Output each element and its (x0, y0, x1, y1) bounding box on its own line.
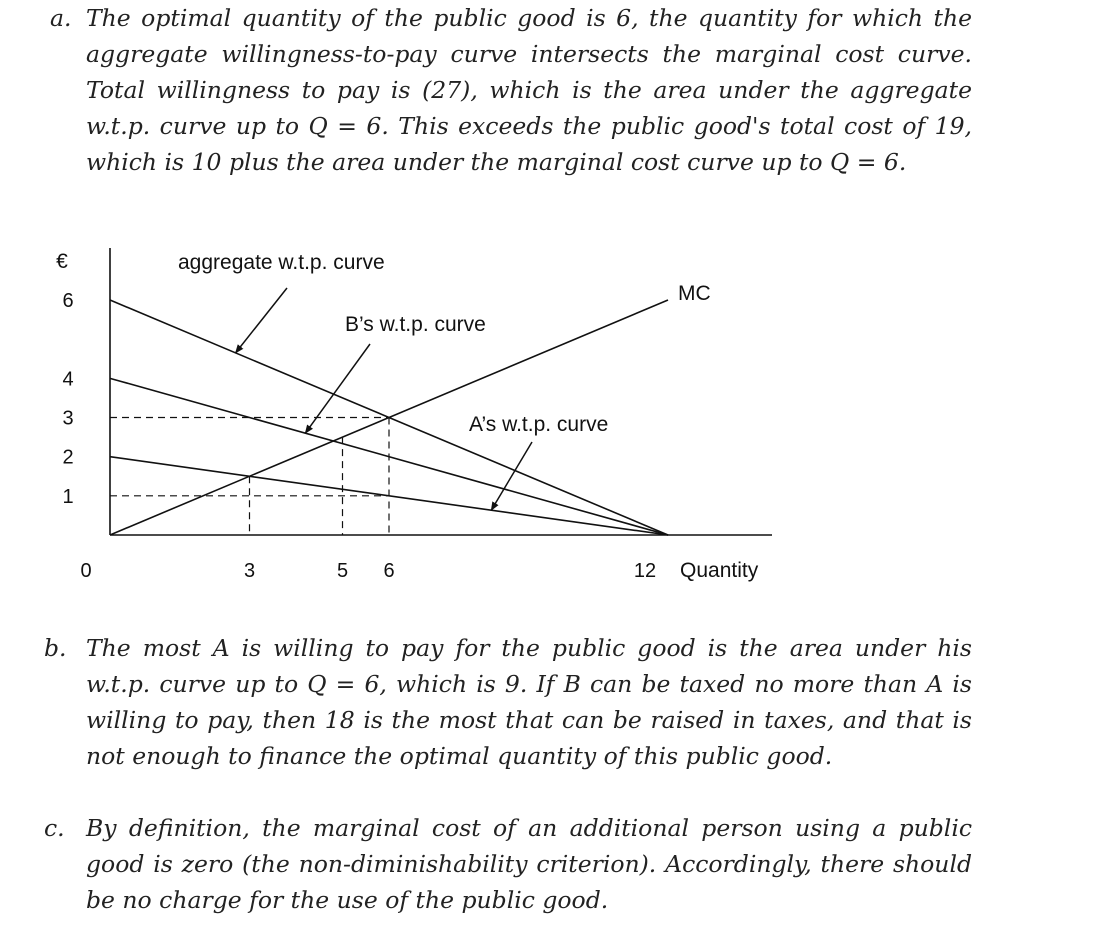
x-tick-12: 12 (633, 560, 657, 582)
label-b-wtp: B’s w.t.p. curve (345, 313, 486, 336)
arrow-aggregate-wtp (236, 288, 287, 353)
paragraph-b-text: The most A is willing to pay for the public good is the area under his w.t.p. curve up to Q = 6, which is 9. If B can be taxed no more than A is willing to pay, then 18 is the most that can be raised in taxes, and that is not enough to finance the optimal quantity of this public good. (86, 634, 972, 770)
paragraph-c-letter: c. (44, 814, 65, 842)
paragraph-a (0, 0, 1110, 180)
label-a-wtp: A’s w.t.p. curve (469, 413, 609, 436)
x-axis-label: Quantity (680, 559, 759, 582)
paragraph-c (0, 810, 1110, 930)
x-tick-0: 0 (80, 560, 92, 582)
arrow-b-wtp (305, 344, 370, 433)
x-tick-5: 5 (336, 560, 349, 582)
label-mc: MC (678, 282, 711, 305)
y-tick-6: 6 (62, 290, 74, 312)
paragraph-b-letter: b. (44, 634, 67, 662)
arrow-a-wtp (491, 442, 532, 510)
y-axis-label: € (56, 250, 68, 273)
paragraph-b (0, 630, 1110, 780)
paragraph-c-text: By definition, the marginal cost of an additional person using a public good is zero (the non-diminishability criterion). Accordingly, there should be no charge for the use of the public good. (86, 814, 972, 914)
y-tick-1: 1 (62, 485, 74, 508)
x-tick-3: 3 (243, 560, 256, 582)
paragraph-a-letter: a. (50, 4, 72, 32)
y-tick-4: 4 (62, 368, 74, 391)
axes (110, 248, 772, 535)
public-good-chart (0, 230, 860, 590)
y-tick-3: 3 (62, 407, 74, 430)
label-aggregate-wtp: aggregate w.t.p. curve (178, 251, 385, 274)
x-tick-6: 6 (383, 560, 395, 582)
annotations (178, 251, 711, 510)
y-tick-2: 2 (62, 446, 74, 469)
paragraph-a-text: The optimal quantity of the public good is 6, the quantity for which the aggregate willingness-to-pay curve intersects the marginal cost curve. Total willingness to pay is (27), which is the area under the aggregate w.t.p. curve up to Q = 6. This exceeds the public good's total cost of 19, which is 10 plus the area under the marginal cost curve up to Q = 6. (86, 4, 972, 176)
series-b-s-w-t-p-curve (110, 378, 668, 535)
